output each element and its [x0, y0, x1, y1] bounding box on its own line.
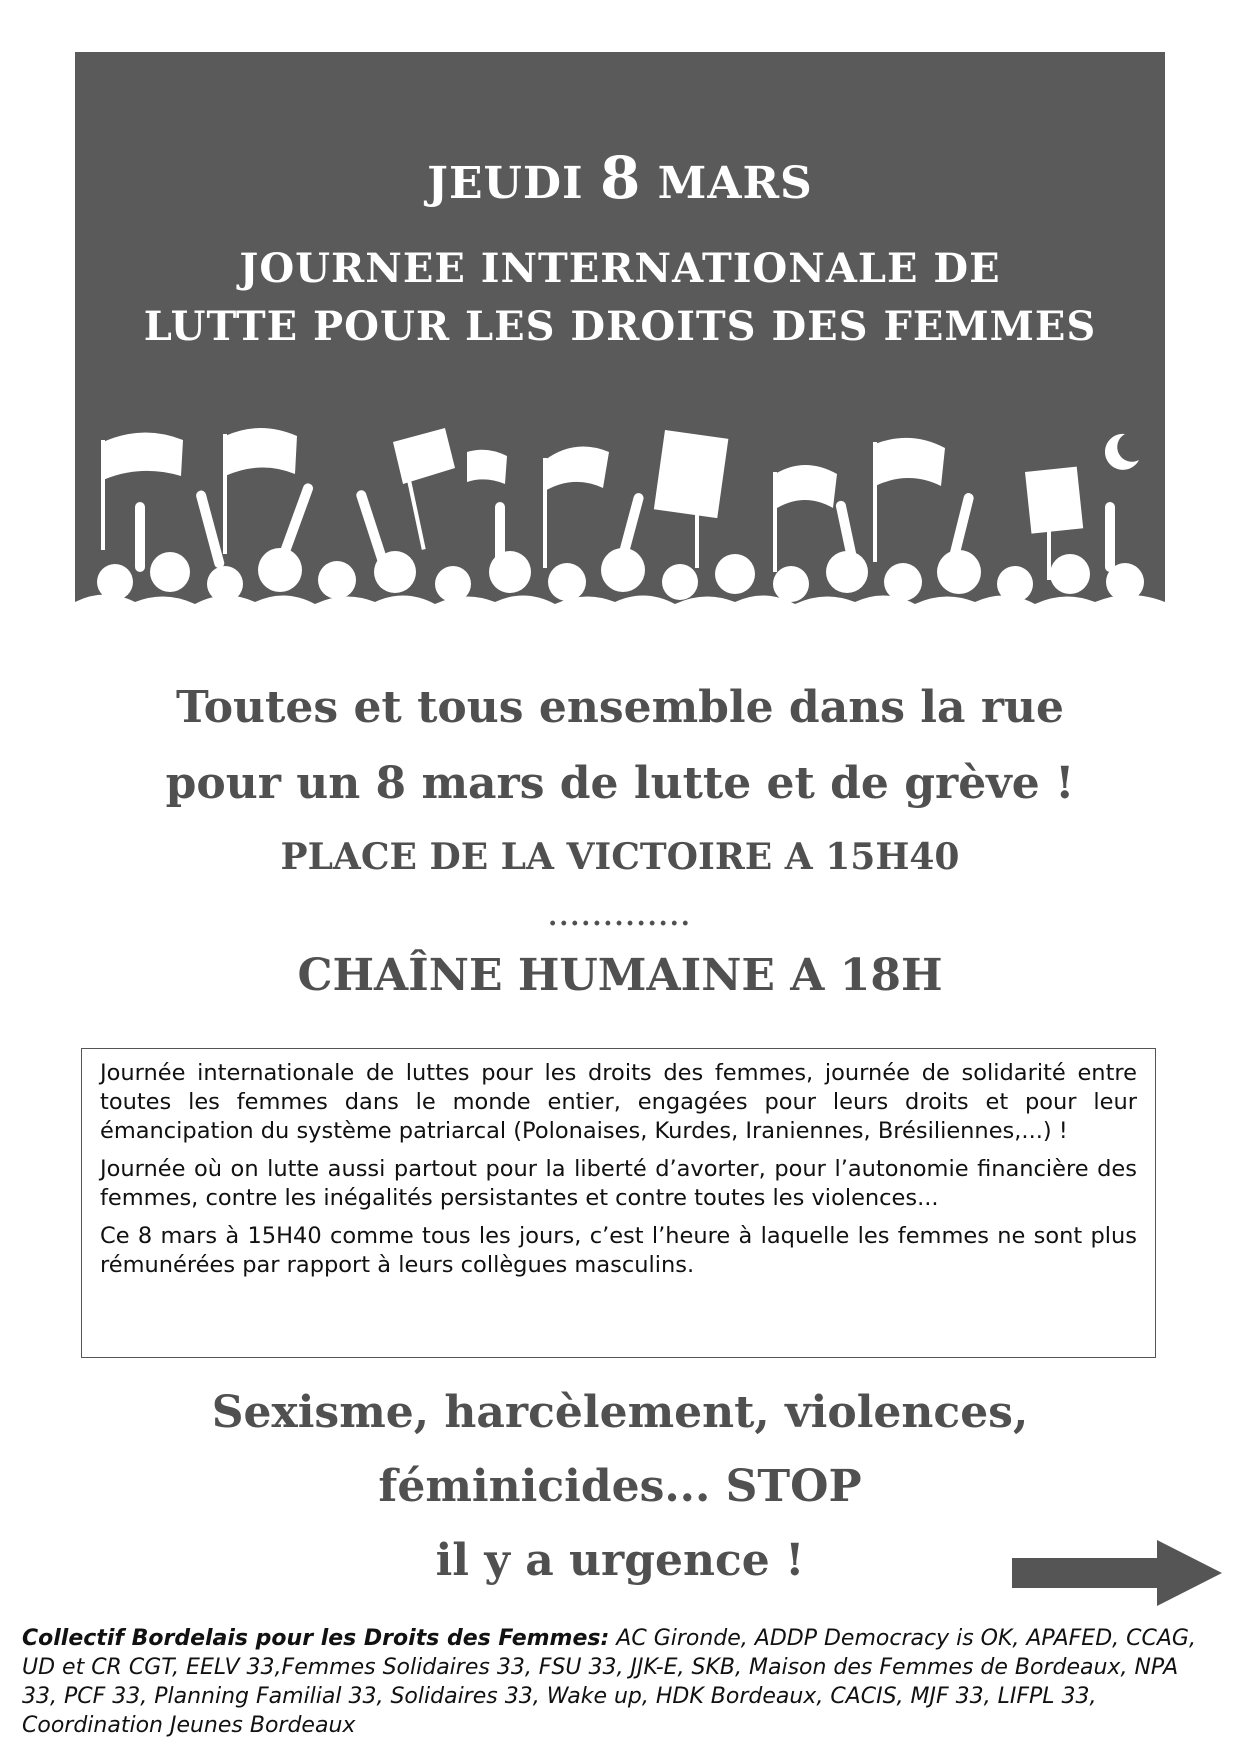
event-title-line2: LUTTE POUR LES DROITS DES FEMMES [143, 303, 1097, 350]
info-paragraph-3: Ce 8 mars à 15H40 comme tous les jours, c’est l’heure à laquelle les femmes ne sont plus rémunérées par rapport à leurs collègues masculins. [100, 1223, 1137, 1278]
date-title [75, 144, 1165, 212]
main-slogan [0, 670, 1240, 822]
member-list: AC Gironde, ADDP Democracy is OK, APAFED, CCAG, UD et CR CGT, EELV 33,Femmes Solidaires 33, FSU 33, JJK-E, SKB, Maison des Femmes de Bordeaux, NPA 33, PCF 33, Planning Familial 33, Solidaires 33, Wake up, HDK Bordeaux, CACIS, MJF 33, LIFPL 33, Coordination Jeunes Bordeaux [22, 1626, 1196, 1738]
info-paragraph-1: Journée internationale de luttes pour les droits des femmes, journée de solidarité entre toutes les femmes dans le monde entier, engagées pour leurs droits et pour leur émancipation du système patriarcal (Polonaises, Kurdes, Iraniennes, Brésiliennes,...) ! [100, 1060, 1137, 1144]
event-title [75, 240, 1165, 356]
date-day: 8 [599, 144, 642, 212]
stop-slogan-line1: Sexisme, harcèlement, violences, [211, 1387, 1029, 1438]
main-slogan-line2: pour un 8 mars de lutte et de grève ! [165, 758, 1075, 809]
separator-dots: ............. [548, 902, 692, 932]
protest-crowd-image [75, 412, 1165, 657]
event-title-line1: JOURNEE INTERNATIONALE DE [239, 245, 1001, 292]
organizers-footer [22, 1624, 1217, 1740]
meeting-place: PLACE DE LA VICTOIRE A 15H40 [280, 836, 960, 878]
stop-slogan-line2: féminicides... STOP [378, 1461, 862, 1512]
right-arrow-icon [1012, 1540, 1222, 1606]
date-suffix: MARS [657, 158, 813, 209]
main-slogan-line1: Toutes et tous ensemble dans la rue [176, 682, 1064, 733]
date-prefix: JEUDI [427, 158, 584, 209]
info-box [81, 1048, 1156, 1358]
stop-slogan-line3: il y a urgence ! [435, 1535, 805, 1586]
collective-name: Collectif Bordelais pour les Droits des Femmes: [22, 1626, 610, 1651]
info-paragraph-2: Journée où on lutte aussi partout pour la liberté d’avorter, pour l’autonomie financière des femmes, contre les inégalités persistantes et contre toutes les violences... [100, 1156, 1137, 1211]
human-chain-time: CHAÎNE HUMAINE A 18H [297, 950, 943, 1001]
header-banner [75, 52, 1165, 657]
